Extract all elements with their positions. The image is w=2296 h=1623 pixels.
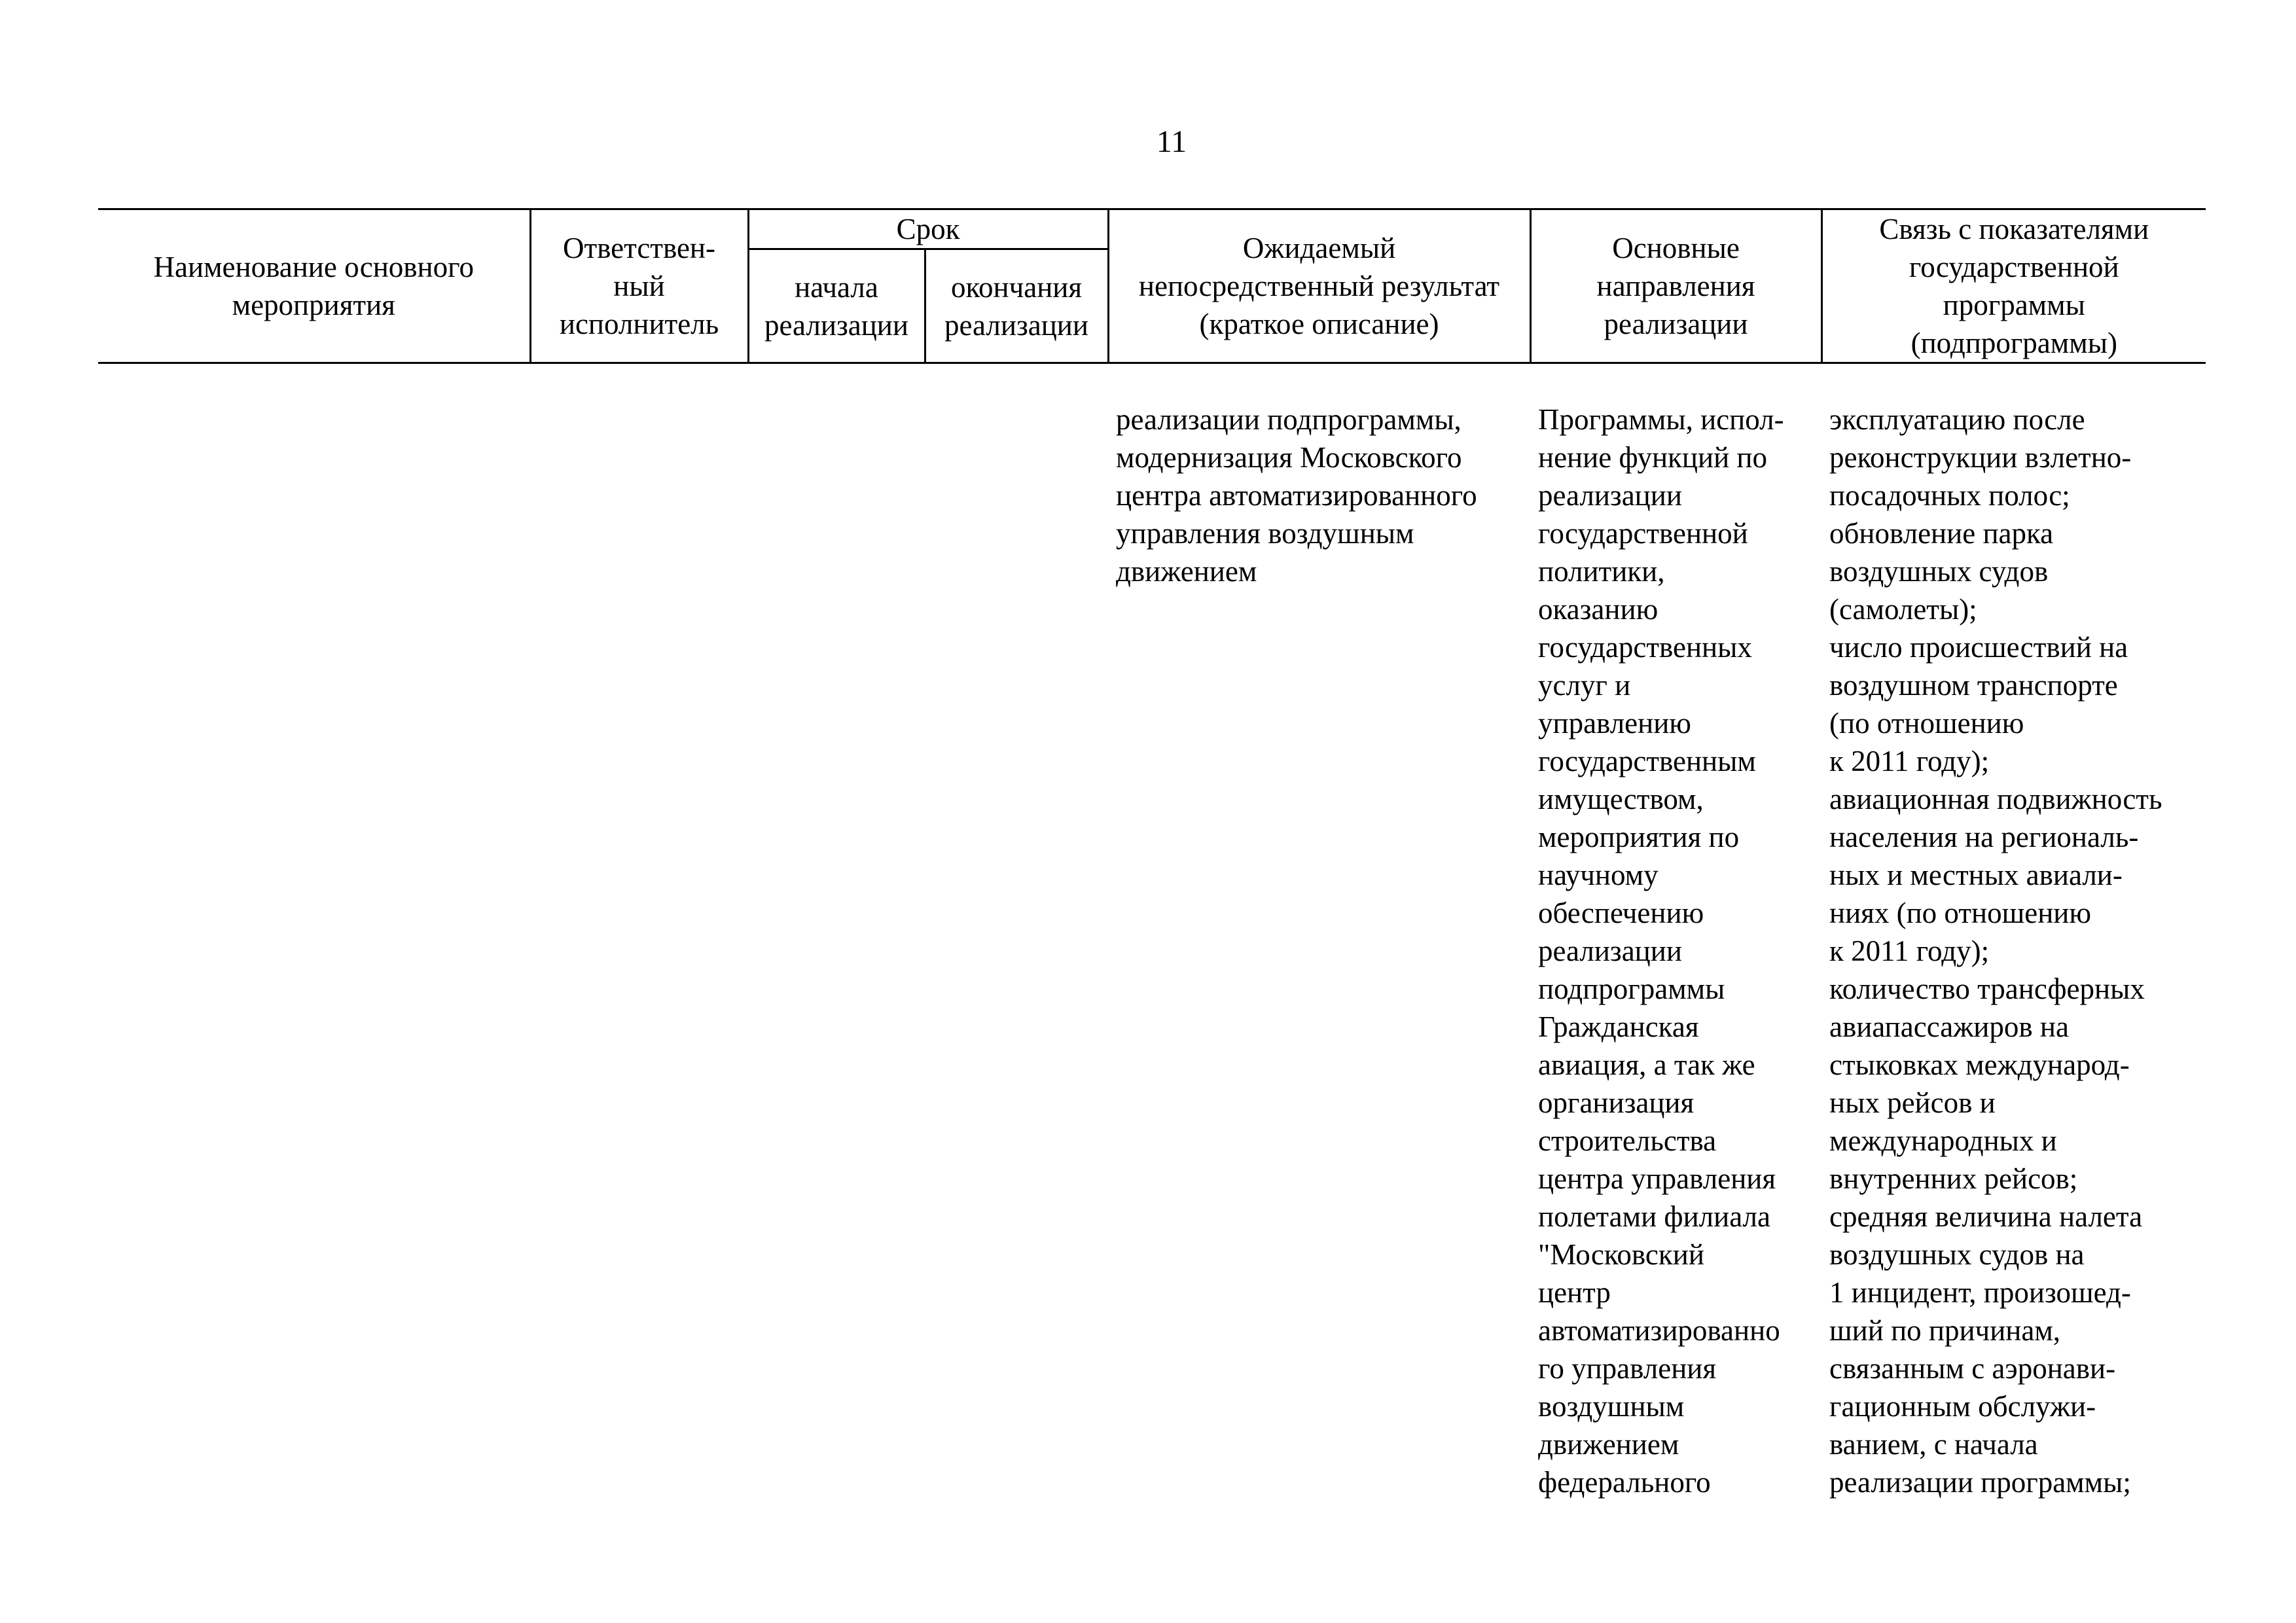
header-result-cell bbox=[1108, 209, 1530, 363]
result-text: реализации подпрограммы, модернизация Московского центра автоматизированного управления воздушным движением bbox=[1116, 403, 1477, 588]
header-end-cell bbox=[925, 249, 1108, 363]
header-link-cell bbox=[1821, 209, 2206, 363]
header-name-cell bbox=[98, 209, 530, 363]
header-term-label: Срок bbox=[896, 213, 960, 246]
directions-text: Программы, испол- нение функций по реализации государственной политики, оказанию государственных услуг и управлению государственным имуществом, мероприятия по научному обеспечению реализации подпрограммы Гражданская авиация, а так же организация строительства центра управления полетами филиала "Московский центр автоматизированно го управления воздушным движением федерального bbox=[1538, 403, 1784, 1499]
page-number: 11 bbox=[1156, 124, 1187, 159]
header-term-cell bbox=[748, 209, 1108, 249]
header-executor-cell bbox=[530, 209, 748, 363]
header-executor-label: Ответствен- ный исполнитель bbox=[559, 232, 719, 340]
header-start-cell bbox=[748, 249, 925, 363]
link-text: эксплуатацию после реконструкции взлетно- посадочных полос; обновление парка воздушных судов (самолеты); число происшествий на воздушном транспорте (по отношению к 2011 году); авиационная подвижность населения на региональ- ных и местных авиали- ниях (по отношению к 2011 году); количество трансферных авиапассажиров на стыковках международ- ных рейсов и международных и внутренних рейсов; средняя величина налета воздушных судов на 1 инцидент, произошед- ший по причинам, связанным с аэронави- гационным обслужи- ванием, с начала реализации программы; bbox=[1829, 403, 2162, 1499]
header-link-label: Связь с показателями государственной программы (подпрограммы) bbox=[1879, 213, 2149, 359]
header-directions-cell bbox=[1530, 209, 1821, 363]
header-result-label: Ожидаемый непосредственный результат (краткое описание) bbox=[1138, 232, 1500, 340]
header-end-label: окончания реализации bbox=[944, 270, 1088, 342]
header-directions-label: Основные направления реализации bbox=[1596, 232, 1755, 340]
table-header bbox=[98, 208, 2206, 364]
header-name-label: Наименование основного мероприятия bbox=[153, 251, 474, 321]
header-start-label: начала реализации bbox=[764, 270, 908, 342]
